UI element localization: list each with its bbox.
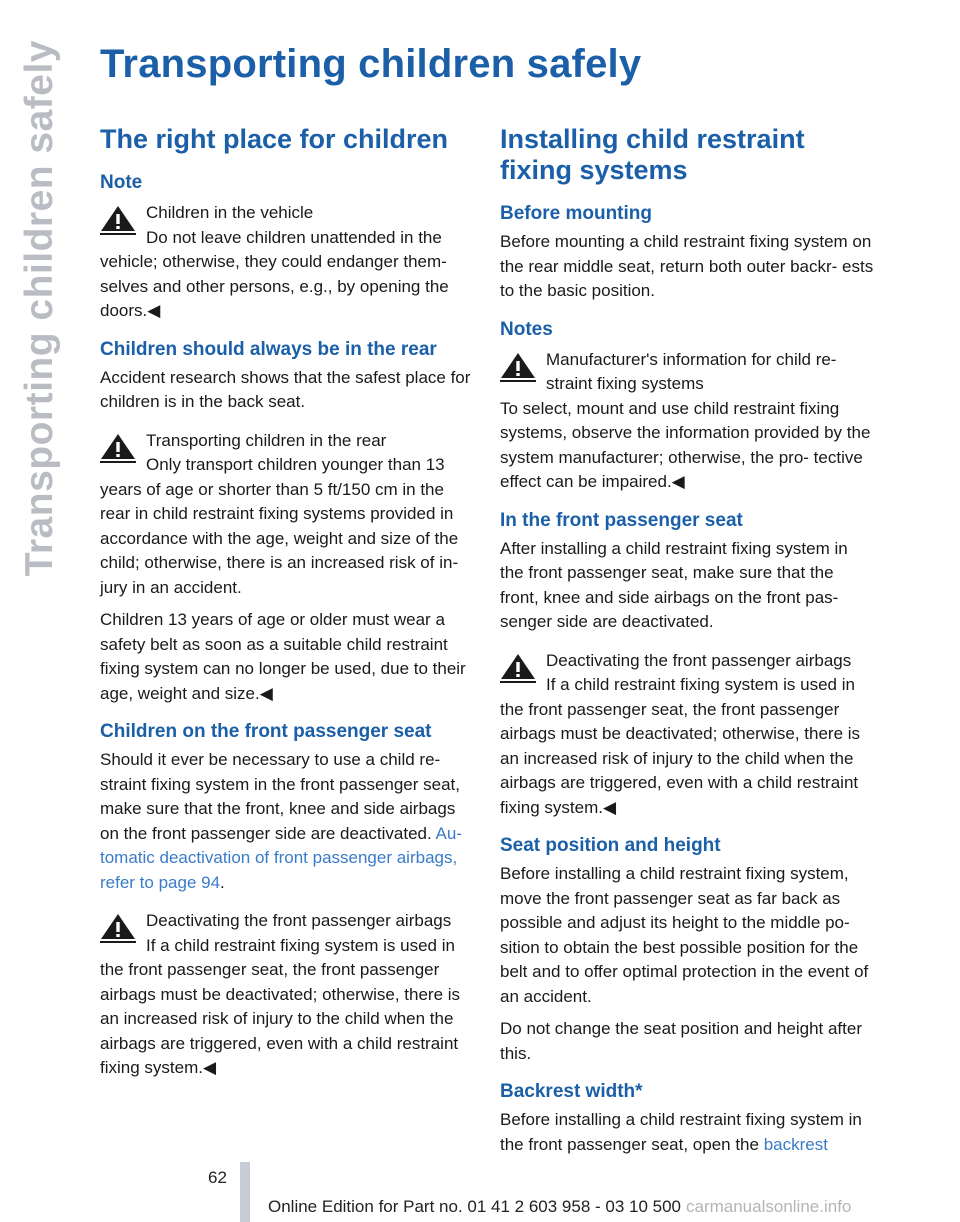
footer-divider-bar xyxy=(240,1162,250,1222)
left-column xyxy=(100,118,472,1089)
before-mounting-text: Before mounting a child restraint fixing system on the rear middle seat, return both outer backr- ests to the basic position. xyxy=(500,232,874,300)
warning-block-airbags xyxy=(100,909,472,1081)
warning-triangle-icon xyxy=(100,913,136,943)
front-seat-text: Should it ever be necessary to use a child re- straint fixing system in the front passenger seat, make sure that the front, knee and side airbags on the front passenger side are deactivated. Au- tomatic deactivation of front passenger airbags, refer to page 94. xyxy=(100,750,462,892)
warning-block-airbags xyxy=(500,649,874,821)
seat-position-heading: Seat position and height xyxy=(500,835,721,856)
warning-triangle-icon xyxy=(100,205,136,235)
page-title: Transporting children safely xyxy=(100,42,642,86)
backrest-width-text: Before installing a child restraint fixing system in the front passenger seat, open the backrest xyxy=(500,1110,862,1154)
warning-text-2: Children 13 years of age or older must wear a safety belt as soon as a suitable child restraint fixing system can no longer be used, due to their age, weight and size.◀ xyxy=(100,610,466,703)
warning-title: Deactivating the front passenger airbags xyxy=(146,911,452,930)
warning-triangle-icon xyxy=(100,433,136,463)
warning-block-children-vehicle xyxy=(100,201,472,324)
section-heading-installing: Installing child restraint fixing systems xyxy=(500,124,805,185)
warning-block-rear xyxy=(100,429,472,707)
side-section-title: Transporting children safely xyxy=(18,40,61,577)
warning-triangle-icon xyxy=(500,352,536,382)
warning-triangle-icon xyxy=(500,653,536,683)
right-column xyxy=(500,118,874,1165)
edition-footer: Online Edition for Part no. 01 41 2 603 958 - 03 10 500 xyxy=(268,1197,682,1216)
warning-text: To select, mount and use child restraint fixing systems, observe the information provided by the system manufacturer; otherwise, the pro- tective effect can be impaired.◀ xyxy=(500,398,871,491)
page-reference-link[interactable]: Au- tomatic deactivation of front passenger airbags, refer to page 94 xyxy=(100,823,462,892)
page-number: 62 xyxy=(208,1168,227,1187)
rear-text: Accident research shows that the safest place for children is in the back seat. xyxy=(100,367,471,411)
front-seat-heading: Children on the front passenger seat xyxy=(100,721,432,742)
backrest-link[interactable]: backrest xyxy=(763,1134,828,1154)
seat-position-text: Before installing a child restraint fixing system, move the front passenger seat as far back as possible and adjust its height to the middle po- sition to obtain the best possible position for the belt and to offer optimal protection in the event of an accident. xyxy=(500,864,869,1006)
before-mounting-heading: Before mounting xyxy=(500,203,652,224)
watermark: carmanualsonline.info xyxy=(686,1197,852,1216)
front-passenger-seat-heading: In the front passenger seat xyxy=(500,509,743,531)
warning-text: Only transport children younger than 13 years of age or shorter than 5 ft/150 cm in the rear in child restraint fixing systems provided in accordance with the age, weight and size of the child; otherwise, there is an increased risk of in- jury in an accident. xyxy=(100,455,459,597)
warning-title: Deactivating the front passenger airbags xyxy=(546,650,852,670)
warning-text: If a child restraint fixing system is used in the front passenger seat, the front passenger airbags must be deactivated; otherwise, there is an increased risk of injury to the child when the airbags are triggered, even with a child restraint fixing system.◀ xyxy=(500,675,861,817)
warning-title: Transporting children in the rear xyxy=(146,430,387,450)
notes-heading: Notes xyxy=(500,318,553,340)
rear-heading: Children should always be in the rear xyxy=(100,338,437,360)
backrest-width-heading: Backrest width* xyxy=(500,1081,643,1102)
warning-text: Do not leave children unattended in the vehicle; otherwise, they could endanger them- selves and other persons, e.g., by opening the doors.◀ xyxy=(100,227,449,320)
warning-title: Children in the vehicle xyxy=(146,203,314,222)
seat-position-text-2: Do not change the seat position and height after this. xyxy=(500,1019,862,1063)
warning-title: Manufacturer's information for child re- straint fixing systems xyxy=(546,349,837,393)
section-heading-right-place: The right place for children xyxy=(100,124,449,154)
note-heading: Note xyxy=(100,172,143,193)
warning-block-manufacturer xyxy=(500,348,874,495)
front-passenger-seat-text: After installing a child restraint fixing system in the front passenger seat, make sure that the front, knee and side airbags on the front pas- senger side are deactivated. xyxy=(500,538,848,631)
warning-text: If a child restraint fixing system is used in the front passenger seat, the front passenger airbags must be deactivated; otherwise, there is an increased risk of injury to the child when the airbags are triggered, even with a child restraint fixing system.◀ xyxy=(100,935,461,1077)
